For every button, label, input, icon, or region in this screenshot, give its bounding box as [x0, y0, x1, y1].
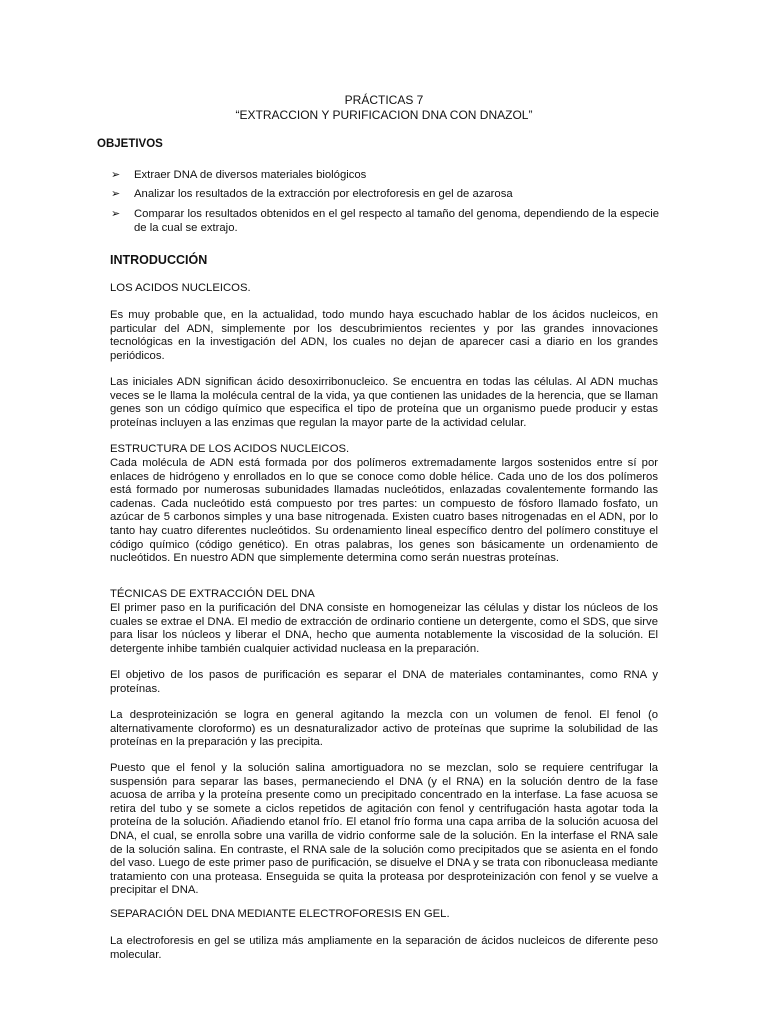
objective-item — [111, 207, 659, 235]
objective-item — [111, 168, 659, 182]
objective-item — [111, 187, 659, 201]
paragraph: Cada molécula de ADN está formada por dos polímeros extremadamente largos sostenidos entre sí por enlaces de hidrógeno y enrollados en lo que se conoce como doble hélice. Cada uno de los dos polímeros está formado por numerosas subunidades llamadas nucleótidos, enlazadas covalentemente formando las cadenas. Cada nucleótido está compuesto por tres partes: un compuesto de fósforo llamado fosfato, un azúcar de 5 carbonos simples y una base nitrogenada. Existen cuatro bases nitrogenadas en el ADN, por lo tanto hay cuatro diferentes nucleótidos. Su ordenamiento lineal específico dentro del polímero constituye el código químico (código genético). En otras palabras, los genes son básicamente un ordenamiento de nucleótidos. En nuestro ADN que simplemente determina como serán nuestras proteínas. — [110, 457, 658, 565]
structure-subheading: ESTRUCTURA DE LOS ACIDOS NUCLEICOS. — [110, 443, 350, 455]
practice-number-title: PRÁCTICAS 7 — [344, 93, 424, 107]
objective-text: Analizar los resultados de la extracción por electroforesis en gel de azarosa — [134, 188, 513, 200]
paragraph: El objetivo de los pasos de purificación es separar el DNA de materiales contaminantes, como RNA y proteínas. — [110, 669, 658, 695]
nucleic-acids-subheading: LOS ACIDOS NUCLEICOS. — [110, 282, 251, 294]
arrowhead-bullet-icon: ➢ — [111, 208, 121, 220]
paragraph: La desproteinización se logra en general agitando la mezcla con un volumen de fenol. El fenol (o alternativamente cloroformo) es un desnaturalizador activo de proteínas que suprime la solubilidad de las proteínas en la preparación y las precipita. — [110, 709, 658, 749]
paragraph: Puesto que el fenol y la solución salina amortiguadora no se mezclan, solo se requiere centrifugar la suspensión para separar las bases, permaneciendo el DNA (y el RNA) en la solución dentro de la fase acuosa de arriba y la proteína presente como un precipitado concentrado en la interfase. La fase acuosa se retira del tubo y se somete a ciclos repetidos de agitación con fenol y centrifugación hasta agotar toda la proteína de la solución. Añadiendo etanol frío. El etanol frío forma una capa arriba de la solución acuosa del DNA, el cual, se enrolla sobre una varilla de vidrio conforme sale de la solución. En la interfase el RNA sale de la solución salina. En contraste, el RNA sale de la solución como precipitados que se asienta en el fondo del vaso. Luego de este primer paso de purificación, se disuelve el DNA y se trata con ribonucleasa mediante tratamiento con una proteasa. Enseguida se quita la proteasa por desproteinización con fenol y se vuelve a precipitar el DNA. — [110, 762, 658, 897]
practice-title: “EXTRACCION Y PURIFICACION DNA CON DNAZOL” — [235, 108, 533, 122]
objectives-heading: OBJETIVOS — [97, 138, 163, 150]
paragraph: El primer paso en la purificación del DNA consiste en homogeneizar las células y distar los núcleos de los cuales se extrae el DNA. El medio de extracción de ordinario contiene un detergente, como el SDS, que sirve para lisar los núcleos y liberar el DNA, hecho que aumenta notablemente la viscosidad de la solución. El detergente inhibe también cualquier actividad nucleasa en la preparación. — [110, 602, 658, 655]
introduction-heading: INTRODUCCIÓN — [110, 253, 208, 267]
paragraph: La electroforesis en gel se utiliza más ampliamente en la separación de ácidos nucleicos de diferente peso molecular. — [110, 935, 658, 961]
techniques-subheading: TÉCNICAS DE EXTRACCIÓN DEL DNA — [110, 588, 315, 600]
objective-text: Comparar los resultados obtenidos en el gel respecto al tamaño del genoma, dependiendo de la especie de la cual se extrajo. — [134, 208, 659, 234]
paragraph: Es muy probable que, en la actualidad, todo mundo haya escuchado hablar de los ácidos nucleicos, en particular del ADN, simplemente por los descubrimientos recientes y por las grandes innovaciones tecnológicas en la investigación del ADN, los cuales no dejan de aparecer casi a diario en los grandes periódicos. — [110, 309, 658, 362]
paragraph: Las iniciales ADN significan ácido desoxirribonucleico. Se encuentra en todas las células. Al ADN muchas veces se le llama la molécula central de la vida, ya que contienen las unidades de la herencia, que se llaman genes son un código químico que especifica el tipo de proteína que un organismo puede producir y estas proteínas incluyen a las enzimas que regulan la mayor parte de la actividad celular. — [110, 376, 658, 429]
objective-text: Extraer DNA de diversos materiales biológicos — [134, 169, 367, 181]
electrophoresis-subheading: SEPARACIÓN DEL DNA MEDIANTE ELECTROFORESIS EN GEL. — [110, 908, 450, 920]
arrowhead-bullet-icon: ➢ — [111, 169, 121, 181]
arrowhead-bullet-icon: ➢ — [111, 188, 121, 200]
